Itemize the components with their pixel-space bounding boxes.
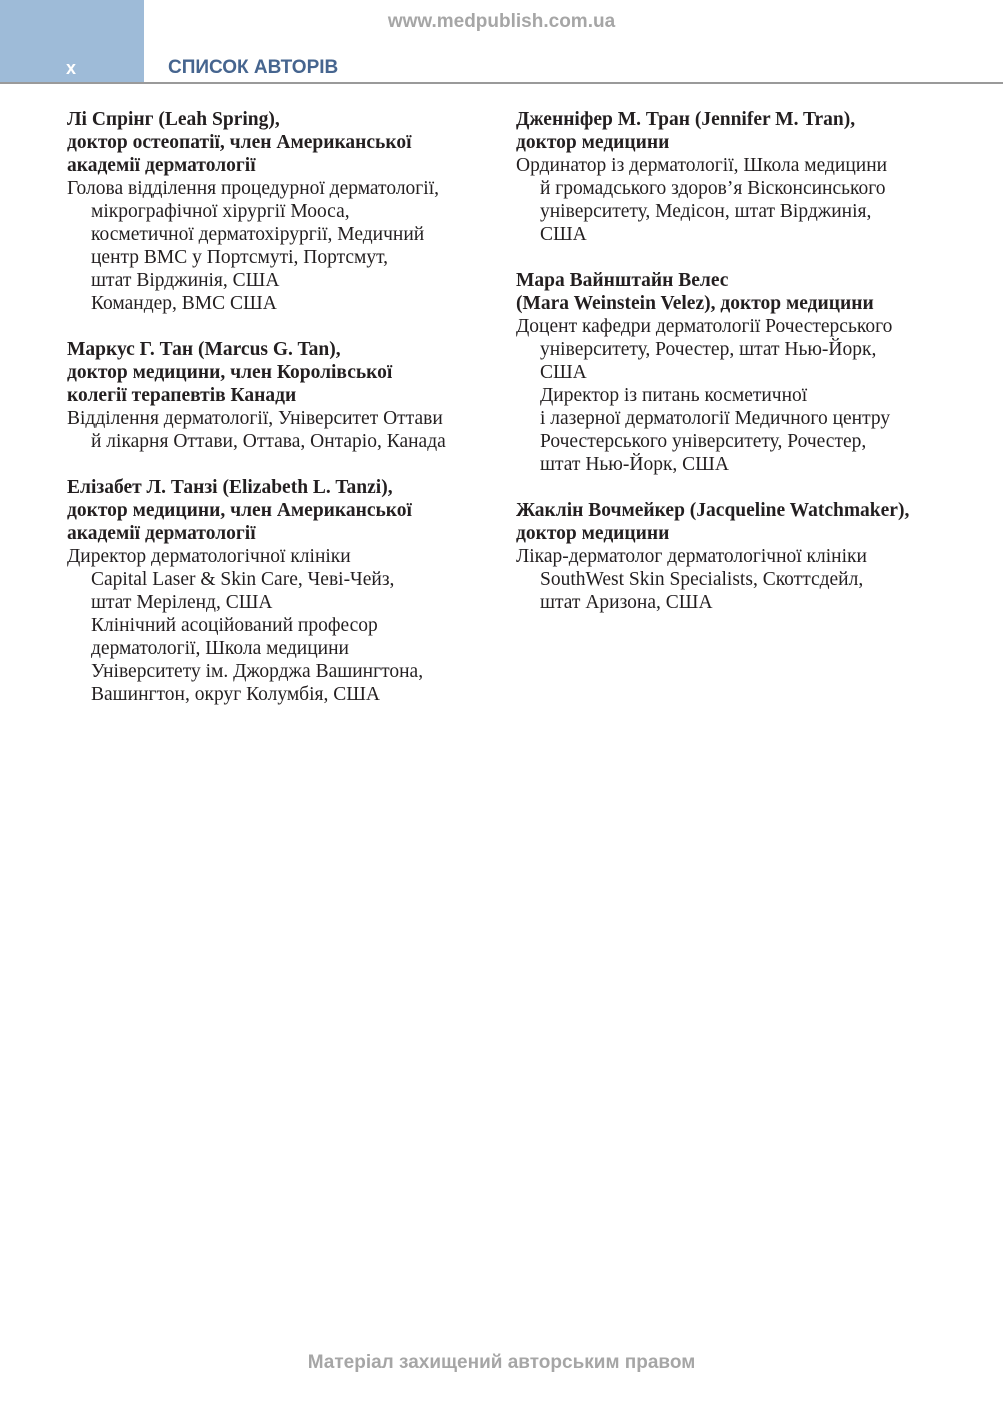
author-name: Лі Спрінг (Leah Spring), доктор остеопатії, член Американської академії дерматології xyxy=(67,109,412,176)
author-entry xyxy=(67,476,492,706)
author-affiliation: Відділення дерматології, Університет Оттави й лікарня Оттави, Оттава, Онтаріо, Канада xyxy=(67,408,446,452)
header-divider xyxy=(0,82,1003,84)
author-affiliation: Ординатор із дерматології, Школа медицини й громадського здоров’я Вісконсинського університету, Медісон, штат Вірджинія, США xyxy=(516,155,888,245)
author-affiliation: Доцент кафедри дерматології Рочестерського університету, Рочестер, штат Нью-Йорк, США Директор із питань косметичної і лазерної дерматології Медичного центру Рочестерського університету, Рочестер, штат Нью-Йорк, США xyxy=(516,316,893,475)
author-affiliation: Лікар-дерматолог дерматологічної клініки SouthWest Skin Specialists, Скоттсдейл, штат Аризона, США xyxy=(516,546,867,613)
author-entry xyxy=(516,108,956,246)
copyright-notice: Матеріал захищений авторським правом xyxy=(307,1352,696,1373)
site-url[interactable]: www.medpublish.com.ua xyxy=(387,11,616,32)
author-name: Елізабет Л. Танзі (Elizabeth L. Tanzi), доктор медицини, член Американської академії дерматології xyxy=(67,477,412,544)
authors-column-left xyxy=(67,108,492,729)
authors-column-right xyxy=(516,108,956,637)
author-entry xyxy=(516,499,956,614)
author-entry xyxy=(67,338,492,453)
author-entry xyxy=(516,269,956,476)
author-name: Жаклін Вочмейкер (Jacqueline Watchmaker), доктор медицини xyxy=(516,500,910,544)
author-affiliation: Директор дерматологічної клініки Capital Laser & Skin Care, Чеві-Чейз, штат Меріленд, США Клінічний асоційований професор дерматології, Школа медицини Університету ім. Джорджа Вашингтона, Вашингтон, округ Колумбія, США xyxy=(67,546,424,705)
author-name: Мара Вайнштайн Велес (Mara Weinstein Velez), доктор медицини xyxy=(516,270,874,314)
section-title: СПИСОК АВТОРІВ xyxy=(168,57,339,78)
author-name: Маркус Г. Тан (Marcus G. Tan), доктор медицини, член Королівської колегії терапевтів Канади xyxy=(67,339,393,406)
author-affiliation: Голова відділення процедурної дерматології, мікрографічної хірургії Мооса, косметичної дерматохірургії, Медичний центр ВМС у Портсмуті, Портсмут, штат Вірджинія, США Командер, ВМС США xyxy=(67,178,440,314)
author-entry xyxy=(67,108,492,315)
author-name: Дженніфер М. Тран (Jennifer M. Tran), доктор медицини xyxy=(516,109,856,153)
page-number: x xyxy=(66,58,77,78)
